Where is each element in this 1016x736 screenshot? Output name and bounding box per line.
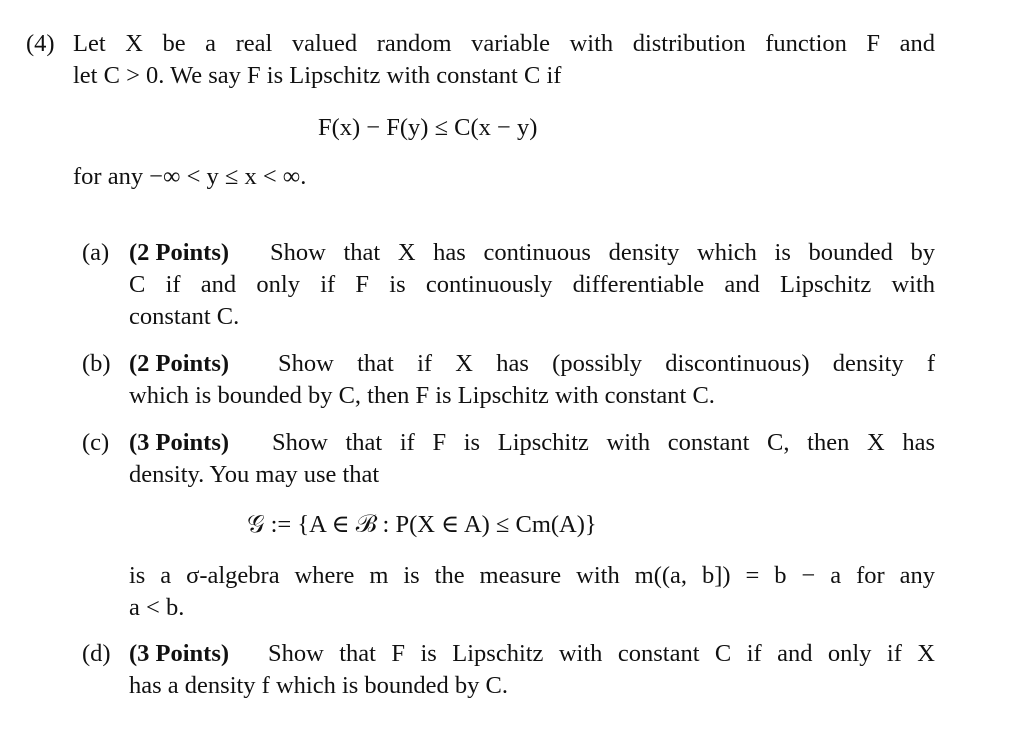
part-d-label: (d)	[82, 640, 111, 667]
part-c-after-line-1: is a σ-algebra where m is the measure with m((a, b]) = b − a for any	[129, 562, 935, 589]
sigma-algebra-equation: 𝒢 := {A ∈ ℬ : P(X ∈ A) ≤ Cm(A)}	[247, 511, 597, 538]
problem-number: (4)	[26, 30, 55, 57]
part-c-line-1: Show that if F is Lipschitz with constant C, then X has	[272, 429, 935, 456]
part-b-points: (2 Points)	[129, 350, 230, 377]
part-c-label: (c)	[82, 429, 110, 456]
part-c-line-2: density. You may use that	[129, 461, 380, 488]
part-a-line-2: C if and only if F is continuously differentiable and Lipschitz with	[129, 271, 935, 298]
part-a-label: (a)	[82, 239, 110, 266]
part-b-line-2: which is bounded by C, then F is Lipschitz with constant C.	[129, 382, 715, 409]
part-a-line-1: Show that X has continuous density which is bounded by	[270, 239, 935, 266]
part-b-label: (b)	[82, 350, 111, 377]
intro-line-1: Let X be a real valued random variable with distribution function F and	[73, 30, 935, 57]
lipschitz-equation: F(x) − F(y) ≤ C(x − y)	[318, 114, 538, 141]
part-c-after-line-2: a < b.	[129, 594, 185, 621]
part-a-line-3: constant C.	[129, 303, 240, 330]
part-c-points: (3 Points)	[129, 429, 230, 456]
intro-line-2: let C > 0. We say F is Lipschitz with constant C if	[73, 62, 562, 89]
part-d-line-1: Show that F is Lipschitz with constant C if and only if X	[268, 640, 935, 667]
part-d-line-2: has a density f which is bounded by C.	[129, 672, 509, 699]
part-d-points: (3 Points)	[129, 640, 230, 667]
part-a-points: (2 Points)	[129, 239, 230, 266]
for-any-condition: for any −∞ < y ≤ x < ∞.	[73, 163, 307, 190]
part-b-line-1: Show that if X has (possibly discontinuous) density f	[278, 350, 935, 377]
